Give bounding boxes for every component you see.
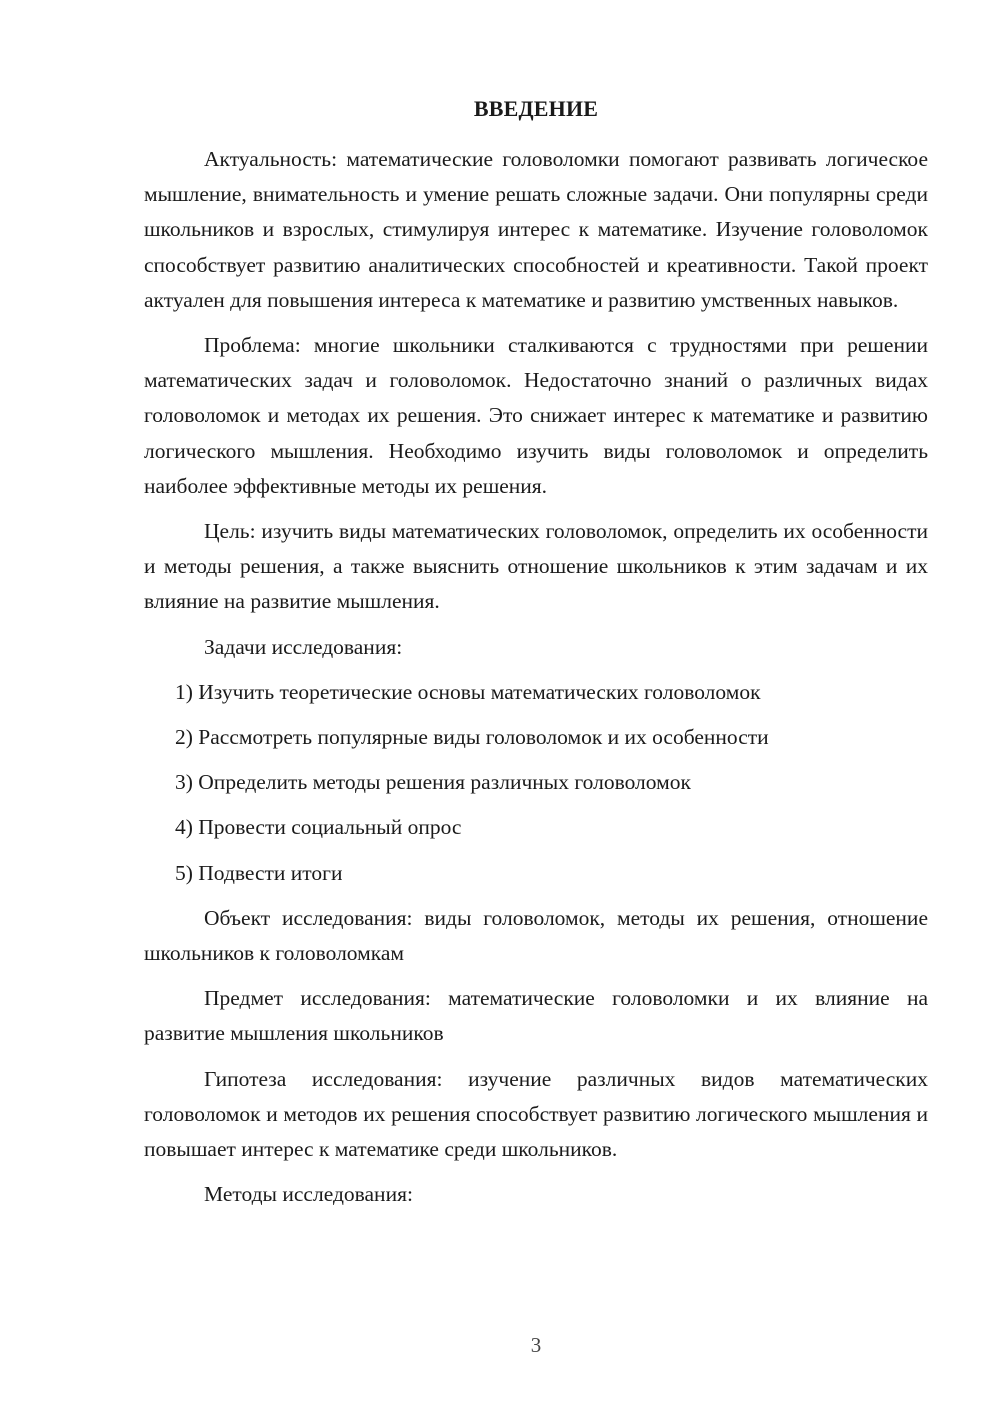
document-body [144, 142, 928, 1222]
task-list [144, 675, 928, 891]
tasks-title: Задачи исследования: [204, 634, 403, 659]
paragraph-hypothesis: Гипотеза исследования: изучение различных видов математических головоломок и методов их решения способствует развитию логического мышления и повышает интерес к математике среди школьников. [144, 1066, 928, 1162]
task-item: 4) Провести социальный опрос [175, 815, 462, 840]
paragraph-object: Объект исследования: виды головоломок, методы их решения, отношение школьников к головоломкам [144, 905, 928, 966]
task-item: 3) Определить методы решения различных головоломок [175, 770, 691, 795]
paragraph-subject: Предмет исследования: математические головоломки и их влияние на развитие мышления школьников [144, 986, 928, 1046]
page-number: 3 [530, 1333, 542, 1357]
methods-title: Методы исследования: [204, 1182, 413, 1207]
task-item: 2) Рассмотреть популярные виды головоломок и их особенности [175, 725, 769, 750]
task-item: 1) Изучить теоретические основы математических головоломок [175, 679, 761, 704]
task-item: 5) Подвести итоги [175, 860, 343, 885]
paragraph-problem: Проблема: многие школьники сталкиваются с трудностями при решении математических задач и головоломок. Недостаточно знаний о различных видах головоломок и методах их решения. Это снижает интерес к математике и развитию логического мышления. Необходимо изучить виды головоломок и определить наиболее эффективные методы их решения. [144, 333, 928, 498]
section-heading: ВВЕДЕНИЕ [473, 96, 599, 121]
paragraph-goal: Цель: изучить виды математических головоломок, определить их особенности и методы решения, а также выяснить отношение школьников к этим задачам и их влияние на развитие мышления. [144, 519, 928, 614]
paragraph-relevance: Актуальность: математические головоломки помогают развивать логическое мышление, внимательность и умение решать сложные задачи. Они популярны среди школьников и взрослых, стимулируя интерес к математике. Изучение головоломок способствует развитию аналитических способностей и креативности. Такой проект актуален для повышения интереса к математике и развитию умственных навыков. [144, 147, 928, 312]
